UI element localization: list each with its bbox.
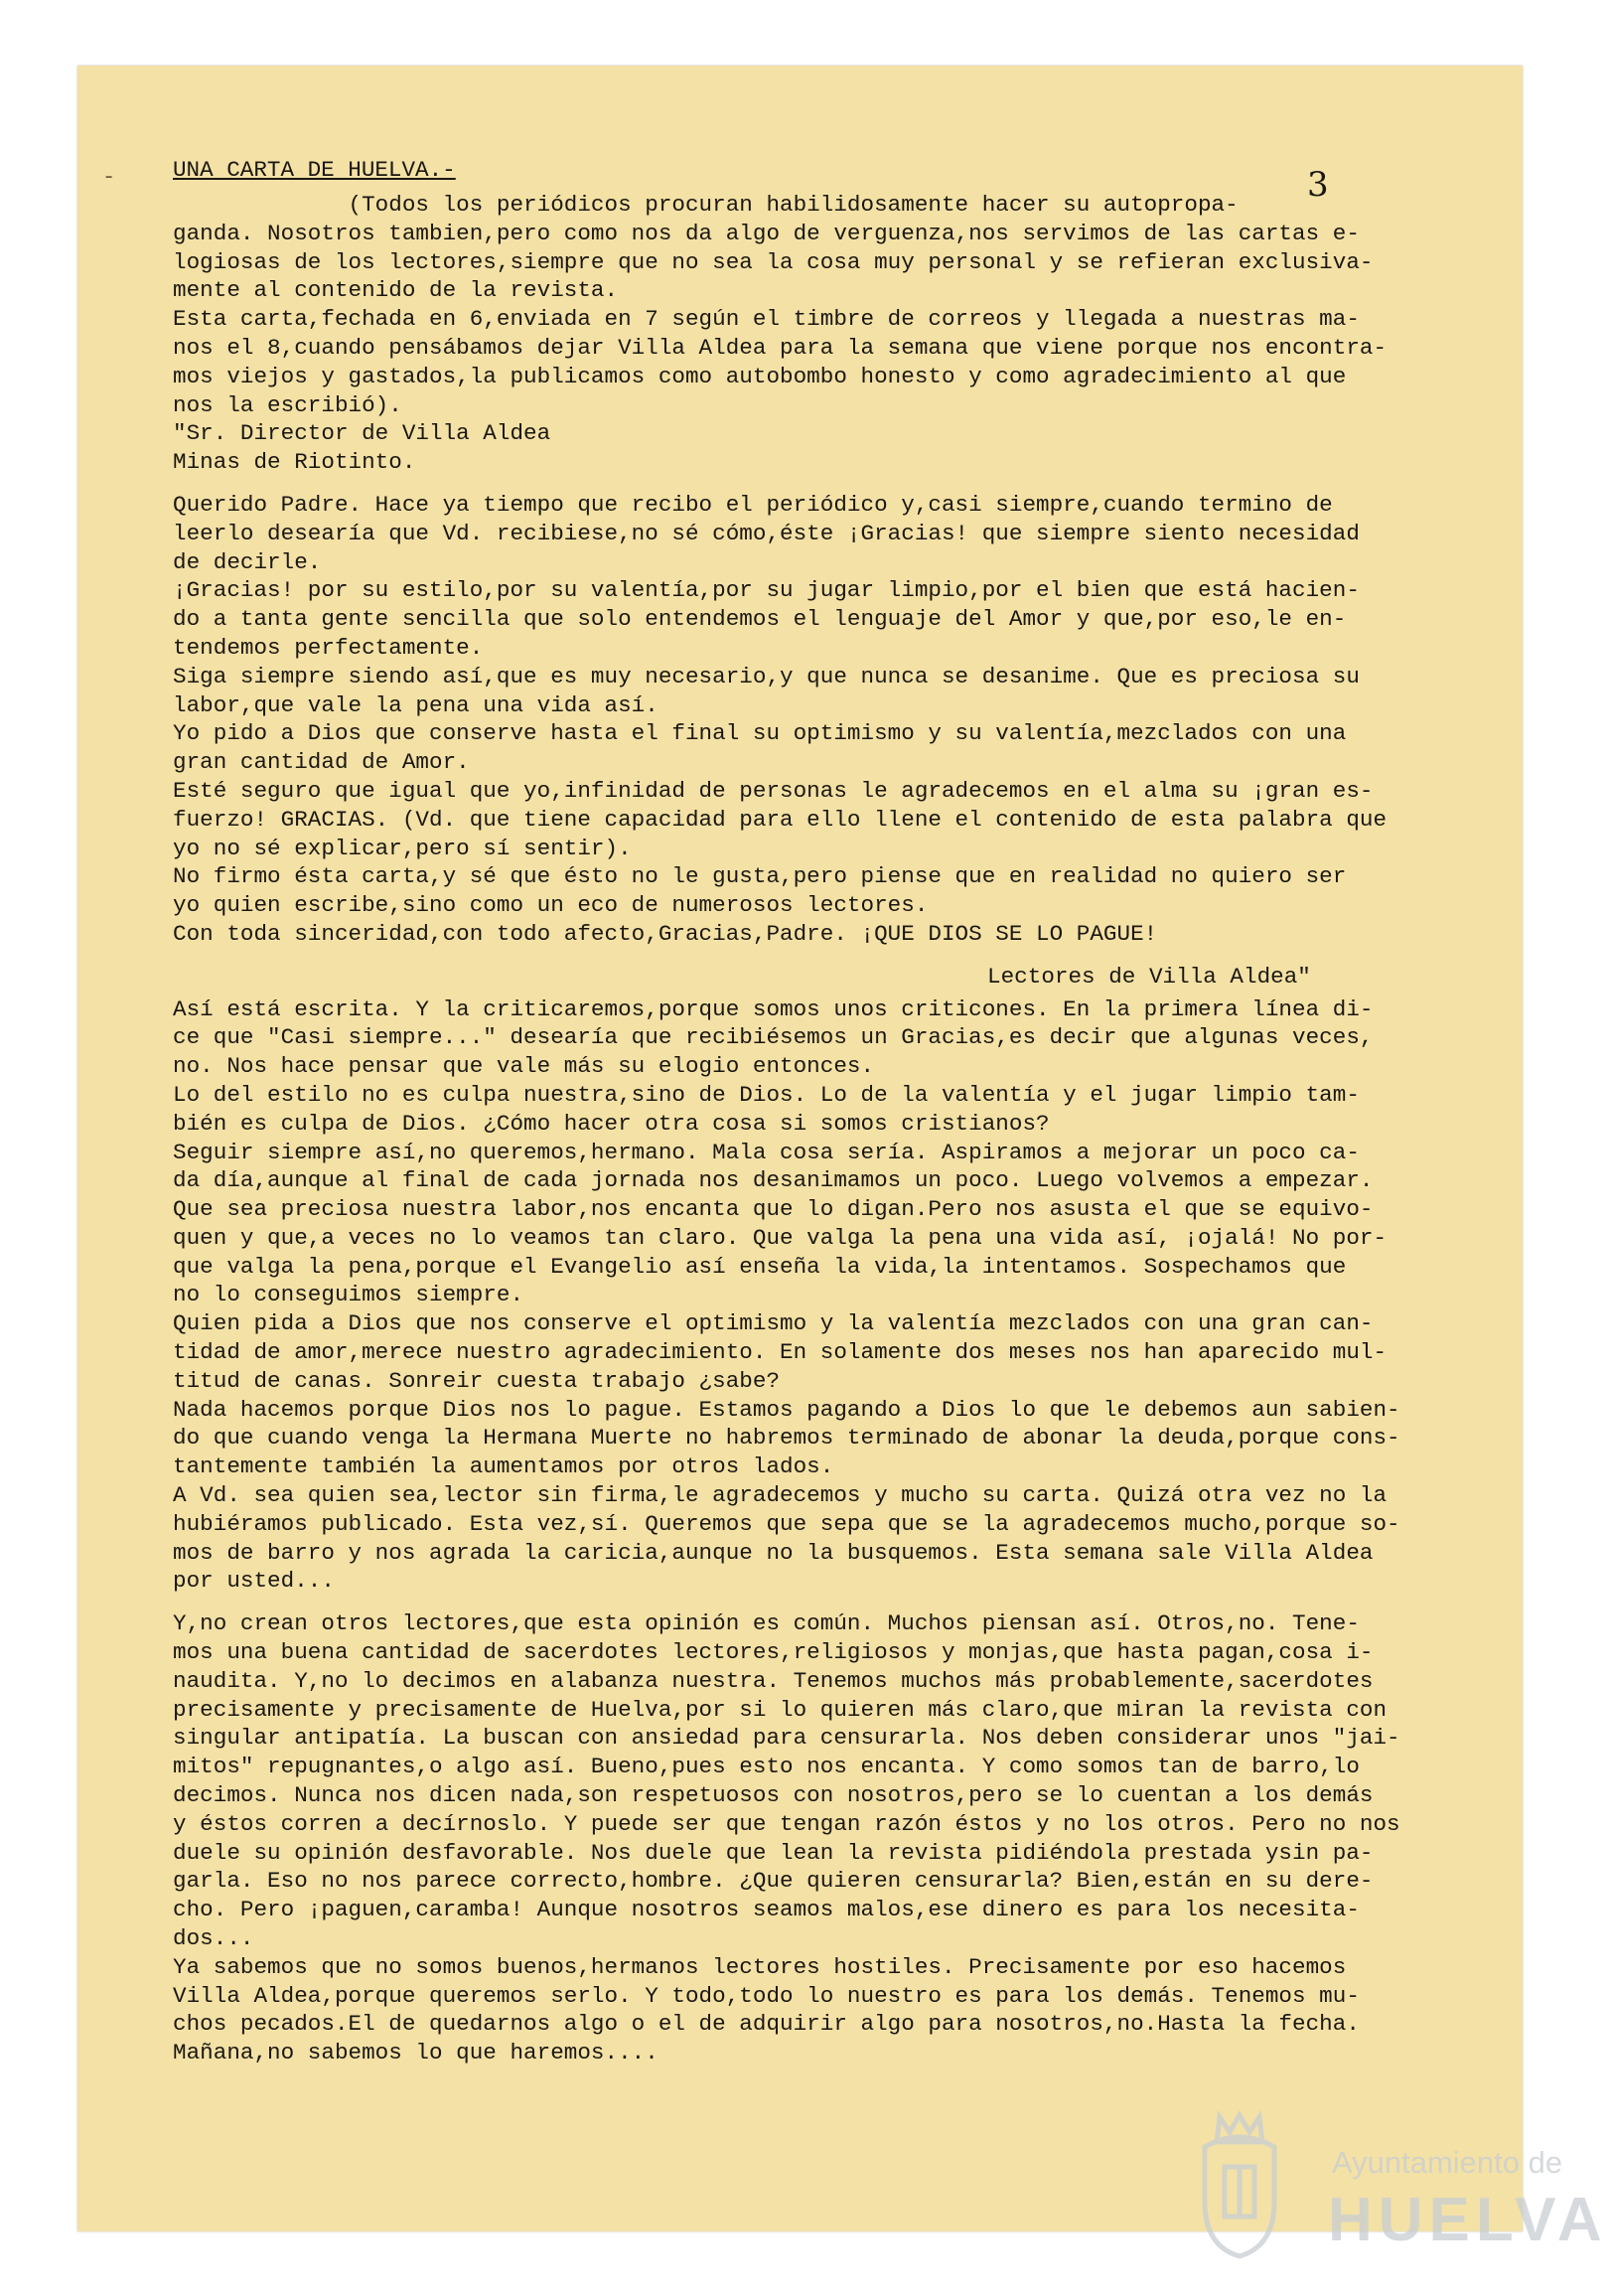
text-line: Con toda sinceridad,con todo afecto,Gracias,Padre. ¡QUE DIOS SE LO PAGUE! [173,920,1158,947]
text-line: Querido Padre. Hace ya tiempo que recibo el periódico y,casi siempre,cuando termino de [173,491,1333,518]
text-line: Ya sabemos que no somos buenos,hermanos lectores hostiles. Precisamente por eso hacemos [173,1953,1347,1980]
text-line: logiosas de los lectores,siempre que no sea la cosa muy personal y se refieran exclusiva- [173,248,1374,275]
text-line: quen y que,a veces no lo veamos tan claro. Que valga la pena una vida así, ¡ojalá! No por- [173,1224,1388,1251]
text-line: Siga siempre siendo así,que es muy necesario,y que nunca se desanime. Que es preciosa su [173,663,1360,689]
text-line: A Vd. sea quien sea,lector sin firma,le agradecemos y mucho su carta. Quizá otra vez no la [173,1482,1388,1509]
text-line: singular antipatía. La buscan con ansiedad para censurarla. Nos deben considerar unos "jai- [173,1725,1400,1752]
text-line: "Sr. Director de Villa Aldea [173,420,551,447]
reply-block [173,995,1464,1597]
document-body [173,157,1464,2067]
text-line: No firmo ésta carta,y sé que ésto no le gusta,pero piense que en realidad no quiero ser [173,863,1347,890]
intro-block [173,191,1464,477]
text-line: garla. Eso no nos parece correcto,hombre. ¿Que quieren censurarla? Bien,están en su dere- [173,1868,1374,1895]
text-line: titud de canas. Sonreir cuesta trabajo ¿sabe? [173,1367,781,1394]
document-title: UNA CARTA DE HUELVA.- [173,157,456,183]
text-line: yo no sé explicar,pero sí sentir). [173,835,632,861]
text-line: naudita. Y,no lo decimos en alabanza nuestra. Tenemos muchos más probablemente,sacerdotes [173,1667,1374,1694]
text-line: da día,aunque al final de cada jornada nos desanimamos un poco. Luego volvemos a empezar. [173,1167,1374,1194]
text-line: do a tanta gente sencilla que solo entendemos el lenguaje del Amor y que,por eso,le en- [173,606,1347,633]
text-line: nos la escribió). [173,391,402,418]
text-line: ce que "Casi siempre..." desearía que recibiésemos un Gracias,es decir que algunas veces, [173,1024,1374,1051]
text-line: Esta carta,fechada en 6,enviada en 7 según el timbre de correos y llegada a nuestras ma- [173,306,1360,333]
text-line: Que sea preciosa nuestra labor,nos encanta que lo digan.Pero nos asusta el que se equivo- [173,1196,1374,1223]
text-line: no. Nos hace pensar que vale más su elogio entonces. [173,1053,875,1080]
final-block [173,1609,1464,2067]
text-line: do que cuando venga la Hermana Muerte no habremos terminado de abonar la deuda,porque cons- [173,1425,1400,1452]
text-line: ganda. Nosotros tambien,pero como nos da algo de verguenza,nos servimos de las cartas e- [173,220,1360,246]
text-line: (Todos los periódicos procuran habilidosamente hacer su autopropa- [173,192,1239,218]
text-line: leerlo desearía que Vd. recibiese,no sé cómo,éste ¡Gracias! que siempre siento necesidad [173,520,1360,546]
text-line: yo quien escribe,sino como un eco de numerosos lectores. [173,892,929,919]
text-line: gran cantidad de Amor. [173,749,470,776]
text-line: dos... [173,1925,254,1952]
text-line: bién es culpa de Dios. ¿Cómo hacer otra cosa si somos cristianos? [173,1110,1050,1137]
text-line: Minas de Riotinto. [173,449,416,476]
coat-of-arms-icon [1185,2107,1294,2266]
text-line: Quien pida a Dios que nos conserve el optimismo y la valentía mezclados con una gran can- [173,1310,1374,1337]
text-line: mos una buena cantidad de sacerdotes lectores,religiosos y monjas,que hasta pagan,cosa i- [173,1639,1374,1666]
margin-mark: - [102,165,116,190]
text-line: Seguir siempre así,no queremos,hermano. Mala cosa sería. Aspiramos a mejorar un poco ca- [173,1139,1360,1165]
title-row [173,157,1464,191]
text-line: hubiéramos publicado. Esta vez,sí. Queremos que sepa que se la agradecemos mucho,porque so- [173,1510,1400,1537]
text-line: chos pecados.El de quedarnos algo o el de adquirir algo para nosotros,no.Hasta la fecha. [173,2011,1360,2038]
text-line: fuerzo! GRACIAS. (Vd. que tiene capacidad para ello llene el contenido de esta palabra que [173,806,1388,833]
text-line: no lo conseguimos siempre. [173,1282,524,1308]
text-line: tendemos perfectamente. [173,634,484,661]
text-line: mitos" repugnantes,o algo así. Bueno,pues esto nos encanta. Y como somos tan de barro,lo [173,1754,1360,1780]
text-line: Lo del estilo no es culpa nuestra,sino de Dios. Lo de la valentía y el jugar limpio tam- [173,1081,1360,1108]
text-line: precisamente y precisamente de Huelva,por si lo quieren más claro,que miran la revista con [173,1696,1388,1723]
letter-block [173,491,1464,949]
text-line: que valga la pena,porque el Evangelio así enseña la vida,la intentamos. Sospechamos que [173,1253,1347,1280]
watermark-line1: Ayuntamiento de [1332,2145,1563,2180]
text-line: labor,que vale la pena una vida así. [173,691,658,718]
text-line: y éstos corren a decírnoslo. Y puede ser que tengan razón éstos y no los otros. Pero no nos [173,1810,1400,1837]
document-page [77,66,1608,2254]
page-number: 3 [1307,165,1329,205]
text-line: mente al contenido de la revista. [173,277,619,304]
text-line: mos de barro y nos agrada la caricia,aunque no la busquemos. Esta semana sale Villa Aldea [173,1539,1374,1566]
text-line: Nada hacemos porque Dios nos lo pague. Estamos pagando a Dios lo que le debemos aun sabien- [173,1396,1400,1423]
text-line: Y,no crean otros lectores,que esta opinión es común. Muchos piensan así. Otros,no. Tene- [173,1610,1360,1637]
text-line: ¡Gracias! por su estilo,por su valentía,por su jugar limpio,por el bien que está hacien- [173,577,1360,604]
watermark-line2: HUELVA [1328,2186,1608,2254]
watermark [1185,2097,1608,2296]
text-line: Esté seguro que igual que yo,infinidad de personas le agradecemos en el alma su ¡gran es- [173,777,1374,804]
letter-signature: Lectores de Villa Aldea" [987,963,1311,990]
text-line: de decirle. [173,548,322,575]
text-line: Yo pido a Dios que conserve hasta el final su optimismo y su valentía,mezclados con una [173,720,1347,747]
text-line: Mañana,no sabemos lo que haremos.... [173,2040,658,2066]
text-line: decimos. Nunca nos dicen nada,son respetuosos con nosotros,pero se lo cuentan a los demás [173,1782,1374,1809]
text-line: tantemente también la aumentamos por otros lados. [173,1454,834,1480]
text-line: duele su opinión desfavorable. Nos duele que lean la revista pidiéndola prestada ysin pa- [173,1839,1374,1866]
text-line: Villa Aldea,porque queremos serlo. Y todo,todo lo nuestro es para los demás. Tenemos mu- [173,1982,1360,2009]
text-line: mos viejos y gastados,la publicamos como autobombo honesto y como agradecimiento al que [173,363,1347,389]
text-line: nos el 8,cuando pensábamos dejar Villa Aldea para la semana que viene porque nos encontra- [173,334,1388,361]
text-line: tidad de amor,merece nuestro agradecimiento. En solamente dos meses nos han aparecido mul- [173,1339,1388,1366]
text-line: cho. Pero ¡paguen,caramba! Aunque nosotros seamos malos,ese dinero es para los necesita- [173,1897,1360,1923]
text-line: Así está escrita. Y la criticaremos,porque somos unos criticones. En la primera línea di- [173,995,1374,1022]
text-line: por usted... [173,1568,335,1595]
